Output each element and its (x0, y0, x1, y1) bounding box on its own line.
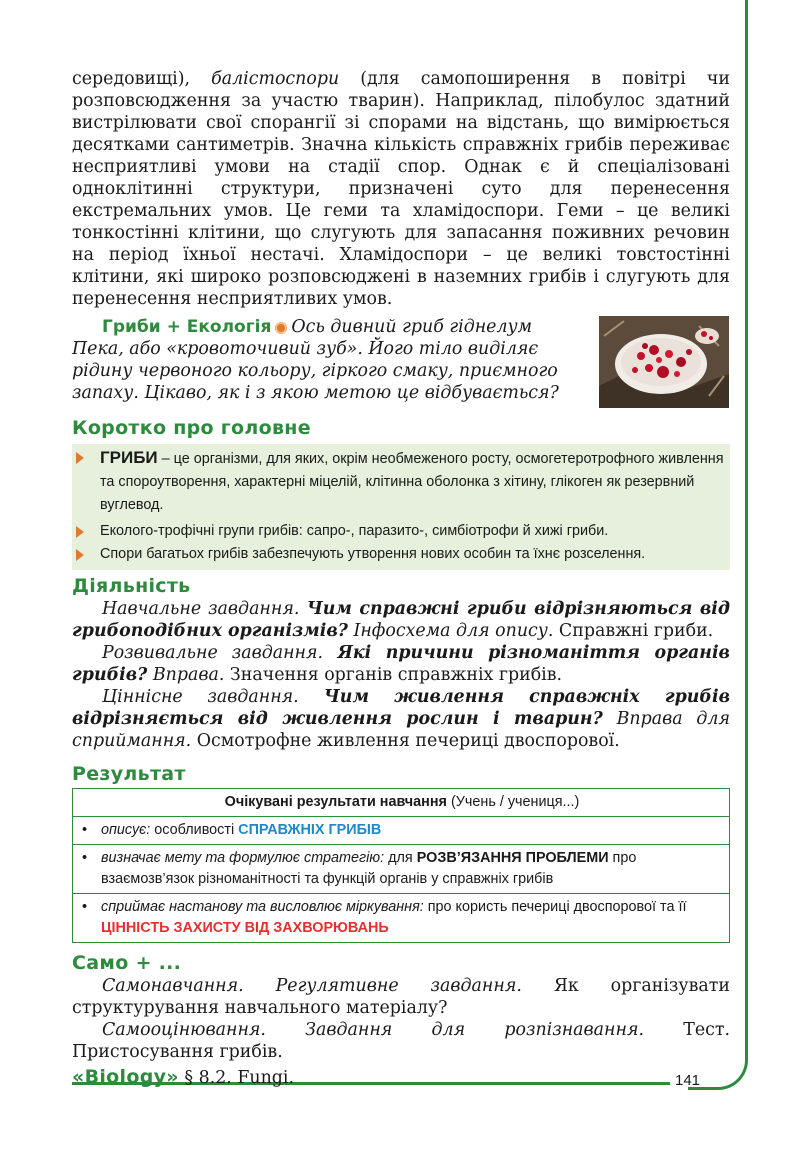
summary-item-text: Спори багатьох грибів забезпечують утворення нових особин та їхнє розселення. (100, 546, 646, 562)
table-header-row (73, 789, 730, 817)
intro-text-1: середовищі), (72, 69, 212, 89)
ecology-title: Гриби + Екологія (102, 317, 272, 337)
summary-item-text: – це організми, для яких, окрім необмеженого росту, осмогетеротрофного живлення та спороутворення, характерні міцелій, клітинна оболонка з хітину, глікоген як резервний вуглевод. (100, 451, 724, 513)
table-cell (73, 894, 730, 943)
task-label: Самооцінювання. Завдання для розпізнавання. (102, 1020, 644, 1040)
self-assessment-task (72, 1019, 730, 1063)
task-label: Розвивальне завдання. (102, 643, 324, 663)
outcome-highlight: СПРАВЖНІХ ГРИБІВ (238, 822, 382, 838)
task-label: Навчальне завдання. (102, 599, 300, 619)
hydnellum-peckii-photo (599, 316, 729, 408)
biology-ref: § 8.2. Fungi. (178, 1068, 295, 1088)
intro-paragraph (72, 68, 730, 310)
outcome-text: для (384, 850, 417, 866)
bullet-icon: • (82, 822, 88, 838)
page-number: 141 (675, 1072, 701, 1089)
outcome-verb: сприймає настанову та висловлює міркування: (101, 899, 424, 915)
biology-label: «Biology» (72, 1066, 179, 1088)
task-topic: Осмотрофне живлення печериці двоспорової. (191, 731, 620, 751)
intro-term-ballistospores: балістоспори (211, 69, 340, 89)
arrow-bullet-icon (76, 526, 84, 538)
developmental-task (72, 642, 730, 686)
bullet-icon: • (82, 899, 88, 915)
outcome-text: особливості (150, 822, 239, 838)
task-label: Самонавчання. Регулятивне завдання. (102, 976, 522, 996)
outcome-highlight: ЦІННІСТЬ ЗАХИСТУ ВІД ЗАХВОРЮВАНЬ (101, 920, 389, 936)
table-row (73, 845, 730, 894)
ecology-box (72, 316, 730, 414)
biology-reference (72, 1065, 730, 1089)
arrow-bullet-icon (76, 549, 84, 561)
self-learning-task (72, 975, 730, 1019)
flower-icon (275, 322, 287, 334)
table-row (73, 894, 730, 943)
table-header (73, 789, 730, 817)
bullet-icon: • (82, 850, 88, 866)
summary-item-text: Еколого-трофічні групи грибів: сапро-, паразито-, симбіотрофи й хижі гриби. (100, 523, 609, 539)
activity-heading: Діяльність (72, 575, 191, 597)
results-table (72, 788, 730, 943)
task-topic: Справжні гриби. (553, 621, 714, 641)
ecology-text (72, 316, 582, 404)
table-header-bold: Очікувані результати навчання (224, 794, 447, 810)
outcome-text: про користь печериці двоспорової та її (423, 899, 687, 915)
summary-heading: Коротко про головне (72, 417, 311, 439)
result-heading: Результат (72, 763, 186, 785)
intro-text-2: (для самопоширення в повітрі чи розповсюдження за участю тварин). Наприклад, пілобулос здатний вистрілювати свої спорангії зі спорами на відстань, що вимірюється десятками сантиметрів. Значна кількість справжніх грибів переживає несприятливі умови на стадії спор. Однак є й спеціалізовані одноклітинні структури, призначені суто для перенесення екстремальних умов. Це геми та хламідоспори. Геми – це великі тонкостінні клітини, що слугують для запасання поживних речовин на період їхньої нестачі. Хламідоспори – це великі товстостінні клітини, які широко розповсюджені в наземних грибів і слугують для перенесення несприятливих умов. (72, 69, 730, 309)
task-format: Вправа. (147, 665, 225, 685)
summary-item (72, 446, 730, 517)
arrow-bullet-icon (76, 452, 84, 464)
table-header-rest: (Учень / учениця...) (446, 794, 580, 810)
ecology-body: Ось дивний гриб гіднелум Пека, або «кровоточивий зуб». Його тіло виділяє рідину червоного кольору, гіркого смаку, приємного запаху. Цікаво, як і з якою метою це відбувається? (72, 317, 559, 403)
task-format: Вправа для сприймання. (72, 709, 730, 751)
summary-item (72, 520, 730, 543)
table-row (73, 817, 730, 845)
outcome-highlight: РОЗВ’ЯЗАННЯ ПРОБЛЕМИ (416, 850, 609, 866)
page-content (72, 68, 730, 1089)
task-label: Ціннісне завдання. (102, 687, 299, 707)
value-task (72, 686, 730, 752)
outcome-verb: описує: (101, 822, 151, 838)
summary-term: ГРИБИ (100, 448, 158, 467)
summary-box (72, 444, 730, 570)
task-question: Які причини різноманіття органів грибів? (72, 643, 730, 685)
outcome-text-rest: про взаємозв’язок різноманітності та функцій органів у справжніх грибів (101, 850, 637, 887)
table-cell (73, 845, 730, 894)
task-topic: Значення органів справжніх грибів. (224, 665, 563, 685)
task-topic: Тест. Пристосування грибів. (72, 1020, 730, 1062)
task-format: Інфосхема для опису. (347, 621, 554, 641)
table-cell (73, 817, 730, 845)
task-question: Чим справжні гриби відрізняються від грибоподібних організмів? (72, 599, 730, 641)
task-question: Чим живлення справжніх грибів відрізняється від живлення рослин і тварин? (72, 687, 730, 729)
outcome-verb: визначає мету та формулює стратегію: (101, 850, 385, 866)
self-heading: Само + ... (72, 952, 182, 974)
task-topic: Як організувати структурування навчального матеріалу? (72, 976, 730, 1018)
summary-item (72, 543, 730, 566)
learning-task (72, 598, 730, 642)
